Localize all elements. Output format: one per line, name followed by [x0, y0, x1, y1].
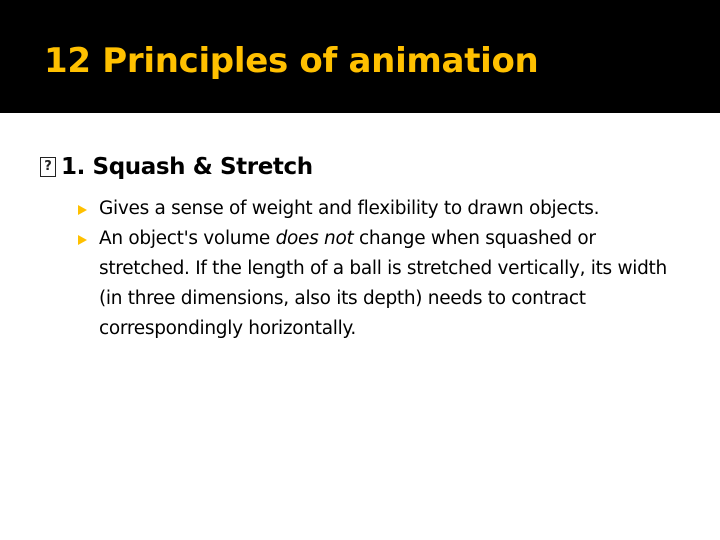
list-item [78, 224, 678, 344]
list-item [78, 194, 678, 224]
missing-glyph-icon [40, 157, 56, 177]
section-heading-text: 1. Squash & Stretch [61, 154, 313, 180]
bullet-text-start: An object's volume [99, 228, 276, 249]
bullet-text [99, 224, 674, 344]
title-bar [0, 0, 720, 113]
triangle-right-icon [78, 205, 87, 215]
bullet-text-end: change when squashed or stretched. If the length of a ball is stretched vertically, its width (in three dimensions, also its depth) needs to contract correspondingly horizontally. [99, 228, 667, 339]
bullet-text-emphasis: does not [275, 228, 354, 249]
triangle-right-icon [78, 235, 87, 245]
section-heading [40, 150, 313, 184]
bullet-text: Gives a sense of weight and flexibility to drawn objects. [99, 198, 600, 219]
bullet-list [78, 194, 678, 344]
slide-title: 12 Principles of animation [44, 41, 539, 81]
